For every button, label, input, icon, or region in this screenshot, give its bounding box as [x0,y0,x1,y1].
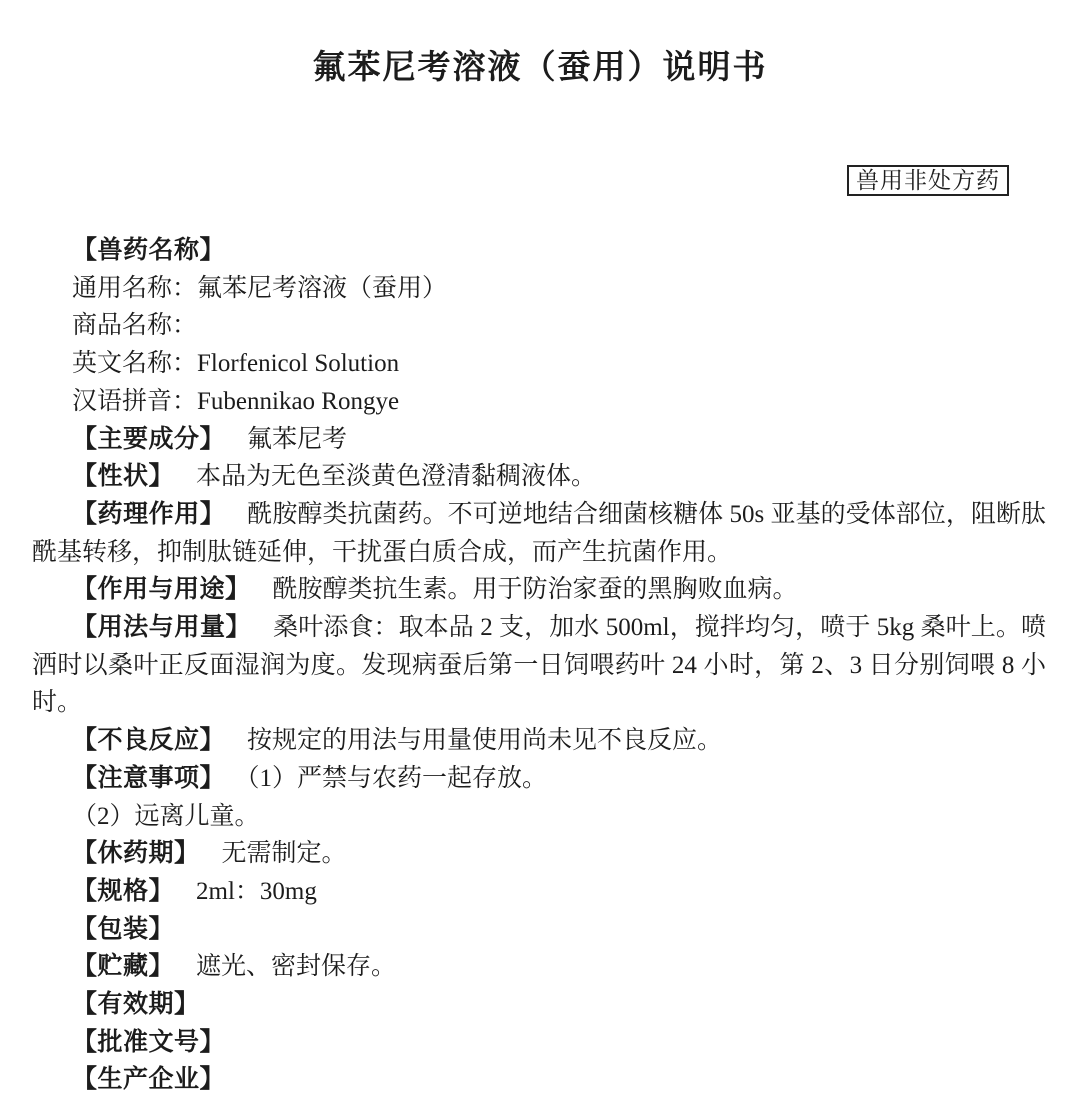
section-paragraph [32,948,1046,986]
section-heading: 【注意事项】 [72,763,226,792]
section-heading: 【有效期】 [72,990,200,1019]
section-paragraph [32,345,1046,383]
sections-container [0,232,1080,1099]
section-body: 酰胺醇类抗生素。用于防治家蚕的黑胸败血病。 [272,576,798,604]
section-body: 商品名称： [72,312,198,340]
section-body: （1）严禁与农药一起存放。 [247,764,548,792]
section-body: 本品为无色至淡黄色澄清黏稠液体。 [196,463,597,491]
page-title: 氟苯尼考溶液（蚕用）说明书 [312,48,768,85]
section-paragraph [32,986,1046,1024]
section-heading: 【用法与用量】 [72,613,252,642]
section-heading: 【生产企业】 [72,1065,226,1094]
section-paragraph [32,458,1046,496]
section-paragraph [32,1024,1046,1062]
section-paragraph [32,307,1046,345]
section-heading: 【休药期】 [72,839,200,868]
section-heading: 【规格】 [72,876,175,905]
section-paragraph [32,421,1046,459]
section-body: 桑叶添食：取本品 2 支，加水 500ml，搅拌均匀，喷于 5kg 桑叶上。喷洒时以桑叶正反面湿润为度。发现病蚕后第一日饲喂药叶 24 小时，第 2、3 日分别饲喂 8 小时。 [32,614,1046,717]
section-paragraph [32,873,1046,911]
section-heading: 【主要成分】 [72,424,226,453]
section-heading: 【性状】 [72,462,175,491]
section-body: 遮光、密封保存。 [196,953,397,981]
section-body: 2ml：30mg [196,877,317,905]
otc-badge: 兽用非处方药 [847,165,1009,196]
section-paragraph [32,270,1046,308]
section-paragraph [32,798,1046,836]
section-heading: 【包装】 [72,914,175,943]
section-paragraph [32,496,1046,571]
section-body: 无需制定。 [221,840,347,868]
section-paragraph [32,911,1046,949]
section-body: 通用名称：氟苯尼考溶液（蚕用） [72,274,448,302]
section-paragraph [32,571,1046,609]
section-body: 按规定的用法与用量使用尚未见不良反应。 [247,727,723,755]
section-heading: 【兽药名称】 [72,236,226,264]
section-heading: 【批准文号】 [72,1027,226,1056]
section-heading: 【作用与用途】 [72,575,251,604]
section-heading: 【不良反应】 [72,726,226,755]
section-body: 氟苯尼考 [247,425,348,453]
section-heading: 【贮藏】 [72,952,175,981]
section-body: 酰胺醇类抗菌药。不可逆地结合细菌核糖体 50s 亚基的受体部位，阻断肽酰基转移，抑制肽链延伸，干扰蛋白质合成，而产生抗菌作用。 [32,500,1046,566]
section-paragraph [32,383,1046,421]
section-paragraph [32,835,1046,873]
section-paragraph [32,232,1046,270]
section-heading: 【药理作用】 [72,499,226,528]
section-paragraph [32,1061,1046,1099]
otc-badge-row [0,165,1080,196]
section-body: （2）远离儿童。 [72,802,260,830]
section-paragraph [32,722,1046,760]
section-body: 英文名称：Florfenicol Solution [72,350,400,378]
section-paragraph [32,609,1046,722]
section-paragraph [32,760,1046,798]
section-body: 汉语拼音：Fubennikao Rongye [72,387,400,415]
